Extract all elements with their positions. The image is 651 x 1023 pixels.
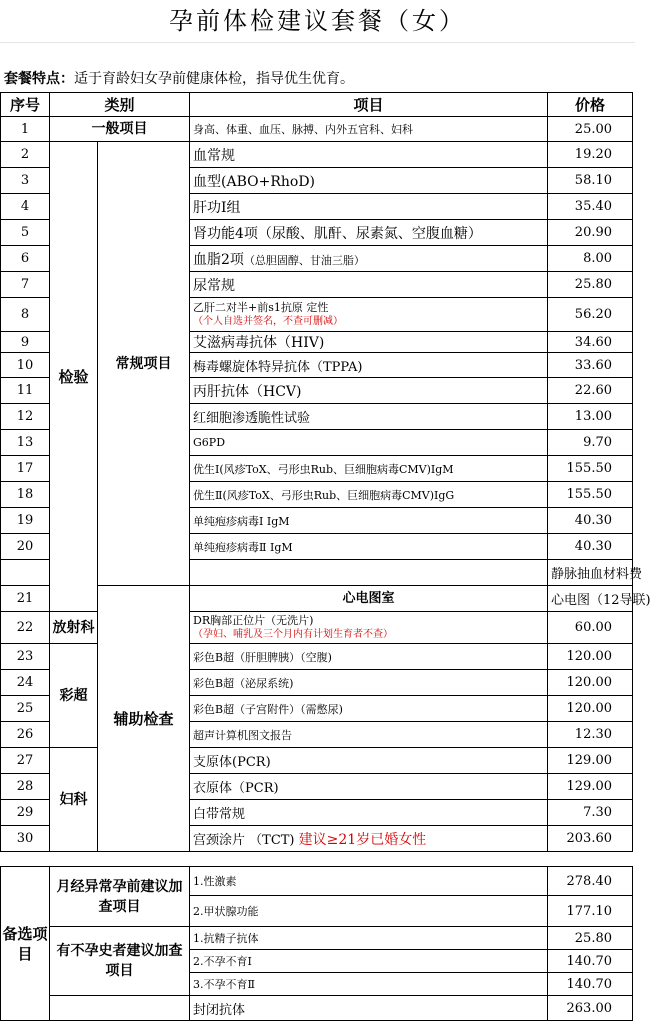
row-price: 140.70 <box>548 950 633 973</box>
row-item <box>190 246 548 272</box>
row-seq: 6 <box>1 246 50 272</box>
item-recommendation: 建议≥21岁已婚女性 <box>298 831 427 848</box>
table-row <box>1 612 633 644</box>
row-item: 静脉抽血材料费 <box>548 560 633 586</box>
row-item: G6PD <box>190 430 548 456</box>
row-seq: 1 <box>1 117 50 142</box>
row-price: 20.90 <box>548 220 633 246</box>
row-item: 肾功能4项（尿酸、肌酐、尿素氮、空腹血糖） <box>190 220 548 246</box>
row-item <box>190 826 548 852</box>
category-ecg-room: 心电图室 <box>190 586 548 612</box>
page-title: 孕前体检建议套餐（女） <box>169 7 466 35</box>
row-seq: 8 <box>1 298 50 332</box>
blank-row <box>0 42 635 64</box>
item-detail: （总胆固醇、甘油三脂） <box>243 253 365 267</box>
row-item: 3.不孕不育Ⅱ <box>190 973 548 996</box>
row-item: 彩色B超（子宫附件）（需憋尿) <box>190 696 548 722</box>
item-name: 血脂2项 <box>193 251 244 268</box>
table-header-row <box>1 93 633 117</box>
row-item: 梅毒螺旋体特异抗体（TPPA) <box>190 353 548 378</box>
row-price: 155.50 <box>548 456 633 482</box>
row-seq <box>1 560 50 586</box>
row-seq: 27 <box>1 748 50 774</box>
row-item: 优生Ⅱ(风疹ToX、弓形虫Rub、巨细胞病毒CMV)IgG <box>190 482 548 508</box>
table-row <box>1 996 633 1021</box>
category-lab: 检验 <box>50 142 98 612</box>
row-item: 1.抗精子抗体 <box>190 927 548 950</box>
table-row <box>1 644 633 670</box>
table-row <box>1 867 633 896</box>
table-row <box>1 142 633 168</box>
row-seq: 30 <box>1 826 50 852</box>
row-item: 彩色B超（肝胆脾胰）（空腹) <box>190 644 548 670</box>
empty-category-cell <box>190 560 548 586</box>
row-seq: 9 <box>1 332 50 353</box>
optional-table <box>0 866 633 1021</box>
package-feature <box>4 66 354 92</box>
header-category: 类别 <box>50 93 190 117</box>
row-price: 40.30 <box>548 508 633 534</box>
package-table <box>0 92 651 852</box>
row-seq: 25 <box>1 696 50 722</box>
row-item: 彩色B超（泌尿系统) <box>190 670 548 696</box>
row-item: 单纯疱疹病毒Ⅰ IgM <box>190 508 548 534</box>
row-seq: 7 <box>1 272 50 298</box>
row-price: 203.60 <box>548 826 633 852</box>
row-seq: 17 <box>1 456 50 482</box>
row-price: 25.80 <box>548 927 633 950</box>
row-price: 278.40 <box>548 867 633 896</box>
row-seq: 3 <box>1 168 50 194</box>
category-menstrual: 月经异常孕前建议加查项目 <box>50 867 190 927</box>
row-price: 40.30 <box>548 534 633 560</box>
row-seq: 18 <box>1 482 50 508</box>
row-price: 129.00 <box>548 748 633 774</box>
row-price: 60.00 <box>548 612 633 644</box>
row-seq: 21 <box>1 586 50 612</box>
row-price: 8.00 <box>548 246 633 272</box>
row-price: 13.00 <box>548 404 633 430</box>
row-price: 35.40 <box>548 194 633 220</box>
row-seq: 23 <box>1 644 50 670</box>
category-radiology: 放射科 <box>50 612 98 644</box>
row-price: 25.80 <box>548 272 633 298</box>
row-price: 7.30 <box>548 800 633 826</box>
category-general: 一般项目 <box>50 117 190 142</box>
row-price: 19.20 <box>548 142 633 168</box>
row-seq: 5 <box>1 220 50 246</box>
item-name: 乙肝二对半+前s1抗原 定性 <box>193 301 329 314</box>
row-seq: 4 <box>1 194 50 220</box>
feature-text: 适于育龄妇女孕前健康体检，指导优生优育。 <box>74 71 354 87</box>
row-price: 9.70 <box>548 430 633 456</box>
row-item: 2.不孕不育Ⅰ <box>190 950 548 973</box>
row-seq: 10 <box>1 353 50 378</box>
row-item: 2.甲状腺功能 <box>190 896 548 927</box>
row-item: 支原体(PCR) <box>190 748 548 774</box>
header-seq: 序号 <box>1 93 50 117</box>
row-price: 33.60 <box>548 353 633 378</box>
row-seq: 22 <box>1 612 50 644</box>
table-row <box>1 117 633 142</box>
row-price: 56.20 <box>548 298 633 332</box>
row-item: 丙肝抗体（HCV) <box>190 378 548 404</box>
category-gyn: 妇科 <box>50 748 98 852</box>
row-item <box>190 612 548 644</box>
row-seq: 12 <box>1 404 50 430</box>
category-optional: 备选项目 <box>1 867 50 1021</box>
row-price: 120.00 <box>548 670 633 696</box>
row-item: 心电图（12导联) <box>548 586 633 612</box>
row-item: 白带常规 <box>190 800 548 826</box>
row-price: 155.50 <box>548 482 633 508</box>
row-item: 血型(ABO+RhoD) <box>190 168 548 194</box>
row-price: 140.70 <box>548 973 633 996</box>
row-seq: 28 <box>1 774 50 800</box>
row-item: 单纯疱疹病毒Ⅱ IgM <box>190 534 548 560</box>
header-price: 价格 <box>548 93 633 117</box>
row-price: 120.00 <box>548 644 633 670</box>
table-row <box>1 927 633 950</box>
row-item: 1.性激素 <box>190 867 548 896</box>
row-item: 红细胞渗透脆性试验 <box>190 404 548 430</box>
row-price: 263.00 <box>548 996 633 1021</box>
row-seq: 19 <box>1 508 50 534</box>
item-warning: （个人自选并签名，不查可删减） <box>193 316 344 327</box>
item-name: DR胸部正位片（无洗片) <box>193 614 314 627</box>
feature-label: 套餐特点： <box>4 71 74 87</box>
item-warning: （孕妇、哺乳及三个月内有计划生育者不查） <box>193 629 394 640</box>
header-item: 项目 <box>190 93 548 117</box>
row-seq: 26 <box>1 722 50 748</box>
row-seq: 20 <box>1 534 50 560</box>
category-infertility: 有不孕史者建议加查项目 <box>50 927 190 996</box>
row-seq: 13 <box>1 430 50 456</box>
row-item: 艾滋病毒抗体（HIV) <box>190 332 548 353</box>
row-item: 尿常规 <box>190 272 548 298</box>
item-name: 宫颈涂片 （TCT) <box>193 832 295 848</box>
row-item: 身高、体重、血压、脉搏、内外五官科、妇科 <box>190 117 548 142</box>
row-seq: 24 <box>1 670 50 696</box>
row-price: 177.10 <box>548 896 633 927</box>
row-item: 超声计算机图文报告 <box>190 722 548 748</box>
row-item: 优生Ⅰ(风疹ToX、弓形虫Rub、巨细胞病毒CMV)IgM <box>190 456 548 482</box>
row-item: 衣原体（PCR) <box>190 774 548 800</box>
row-item: 封闭抗体 <box>190 996 548 1021</box>
row-price: 129.00 <box>548 774 633 800</box>
row-price: 34.60 <box>548 332 633 353</box>
row-price: 22.60 <box>548 378 633 404</box>
row-price: 120.00 <box>548 696 633 722</box>
row-seq: 29 <box>1 800 50 826</box>
row-item <box>190 298 548 332</box>
empty-category-cell <box>50 996 190 1021</box>
category-routine: 常规项目 <box>98 142 190 586</box>
row-item: 血常规 <box>190 142 548 168</box>
row-seq: 11 <box>1 378 50 404</box>
row-price: 58.10 <box>548 168 633 194</box>
row-item: 肝功Ⅰ组 <box>190 194 548 220</box>
category-aux: 辅助检查 <box>98 586 190 852</box>
row-price: 12.30 <box>548 722 633 748</box>
category-ultrasound: 彩超 <box>50 644 98 748</box>
row-seq: 2 <box>1 142 50 168</box>
table-row <box>1 748 633 774</box>
row-price: 25.00 <box>548 117 633 142</box>
